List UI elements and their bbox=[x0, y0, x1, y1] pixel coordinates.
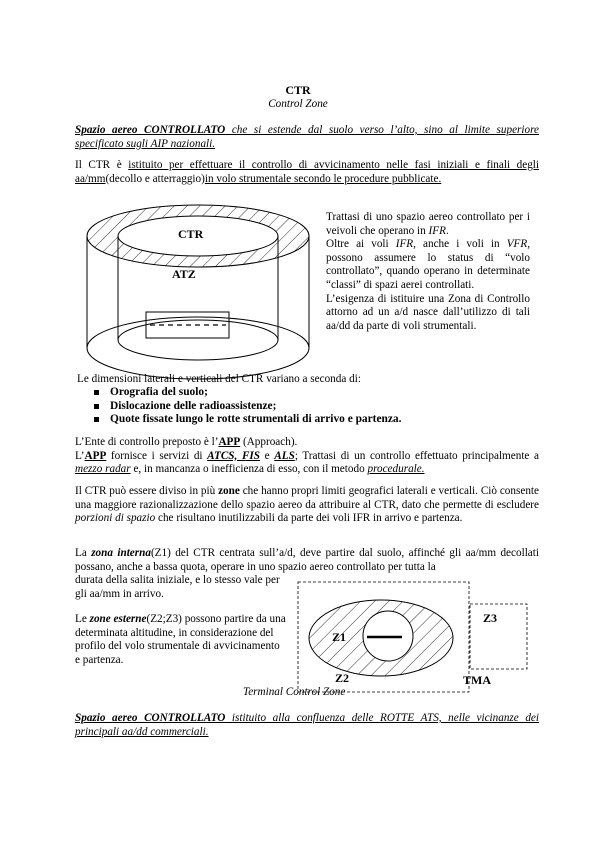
purpose-text-d: in volo strumentale secondo le procedure pubblicate. bbox=[204, 172, 442, 185]
list-item: Quote fissate lungo le rotte strumentali di arrivo e partenza. bbox=[80, 413, 540, 427]
definition-lead: Spazio aereo CONTROLLATO bbox=[75, 124, 226, 136]
tma-caption: Terminal Control Zone bbox=[243, 686, 346, 698]
z3-label: Z3 bbox=[483, 611, 498, 625]
ctr-cylinder-diagram bbox=[78, 200, 318, 390]
ente-radar: mezzo radar bbox=[75, 463, 131, 476]
zones-text-c: che hanno propri limiti geografici laterali e verticali. Ciò consente una maggiore razionalizzazione dello spazio aereo da attribuire al CTR, dato che permette di escludere bbox=[75, 485, 539, 511]
ente-als: ALS bbox=[274, 449, 295, 462]
ente-text-f: fornisce i servizi di bbox=[106, 449, 208, 462]
ctr-label: CTR bbox=[178, 227, 204, 241]
zones-text-a: Il CTR può essere diviso in più bbox=[75, 485, 219, 497]
z3-box bbox=[470, 604, 527, 669]
purpose-text-b: istituito per effettuare il controllo di avvicinamento nelle fasi iniziali e finali degli aa/mm bbox=[75, 159, 540, 185]
ente-procedural: procedurale. bbox=[367, 463, 425, 476]
dimensions-list bbox=[80, 386, 540, 427]
z1-label: Z1 bbox=[332, 630, 347, 644]
inner-cylinder-base bbox=[118, 320, 278, 360]
ente-text-a: L’Ente di controllo preposto è l’ bbox=[75, 436, 219, 448]
tma-label: TMA bbox=[463, 673, 491, 687]
definition-paragraph bbox=[75, 124, 539, 151]
atz-label: ATZ bbox=[172, 267, 196, 281]
zones-text-e: che risultano inutilizzabili da parte dei voli IFR in arrivo e partenza. bbox=[155, 512, 463, 525]
side-text-1c: . bbox=[445, 224, 449, 237]
final-lead: Spazio aereo CONTROLLATO bbox=[75, 712, 226, 724]
ente-app-2: APP bbox=[84, 449, 107, 462]
side-text-2e: possono assumere lo status di “volo controllato”, quando operano in determinate “classi” di spazi aerei controllati. bbox=[326, 251, 530, 291]
page-title: CTR bbox=[285, 83, 311, 97]
purpose-paragraph bbox=[75, 159, 539, 186]
inner-zone-paragraph-head bbox=[75, 547, 539, 574]
side-text-2a: Oltre ai voli bbox=[326, 238, 396, 251]
ente-text-h: e bbox=[260, 449, 275, 462]
outer-zones-term: zone esterne bbox=[89, 613, 147, 625]
ente-text-d: L’ bbox=[75, 449, 85, 462]
ente-text-c: (Approach). bbox=[240, 436, 298, 448]
outer-cylinder-base bbox=[87, 317, 309, 379]
list-item: Orografia del suolo; bbox=[80, 386, 540, 400]
side-text-2c: anche i voli in bbox=[415, 238, 507, 251]
inner-zone-text-a: La bbox=[75, 547, 92, 559]
side-text-2d: VFR, bbox=[506, 238, 530, 251]
list-item: Dislocazione delle radioassistenze; bbox=[80, 400, 540, 414]
purpose-text-a: Il CTR è bbox=[75, 159, 129, 171]
definition-rest: che si estende dal suolo verso l’alto, sino al limite superiore specificato sugli AIP nazionali. bbox=[75, 124, 539, 150]
ente-services: ATCS, FIS bbox=[207, 449, 261, 462]
final-definition bbox=[75, 712, 539, 739]
ente-text-l: e, in mancanza o inefficienza di esso, con il metodo bbox=[130, 463, 368, 476]
side-text-3: L’esigenza di istituire una Zona di Controllo attorno ad un a/d nasce dall’utilizzo di tali aa/dd da parte di voli strumentali. bbox=[326, 292, 530, 332]
side-text-2b: IFR, bbox=[395, 238, 416, 251]
dimensions-intro: Le dimensioni laterali e verticali del CTR variano a seconda di: bbox=[77, 373, 361, 385]
zones-text-b: zone bbox=[218, 485, 240, 497]
zones-text-d: porzioni di spazio bbox=[75, 512, 156, 525]
ente-text-j: ; Trattasi di un controllo effettuato principalmente a bbox=[294, 449, 540, 462]
inner-zone-term: zona interna bbox=[91, 547, 151, 559]
page-subtitle: Control Zone bbox=[268, 98, 328, 110]
ente-app-1: APP bbox=[218, 436, 241, 448]
side-text-1a: Trattasi di uno spazio aereo controllato per i veivoli che operano in bbox=[326, 211, 530, 237]
final-rest: istituito alla confluenza delle ROTTE ATS, nelle vicinanze dei principali aa/dd commerciali. bbox=[75, 712, 539, 738]
control-unit-paragraph bbox=[75, 436, 539, 477]
inner-zone-paragraph-tail: durata della salita iniziale, e lo stesso vale per gli aa/mm in arrivo. bbox=[75, 574, 280, 600]
inner-zone-text-c: (Z1) del CTR centrata sull’a/d, deve partire dal suolo, affinché gli aa/mm decollati possano, anche a bassa quota, operare in uno spazio aereo controllato per tutta la bbox=[75, 547, 539, 573]
side-text-1b: IFR bbox=[428, 224, 446, 237]
zones-paragraph bbox=[75, 485, 539, 526]
outer-zones-text-c: (Z2;Z3) possono partire da una determinata altitudine, in considerazione del profilo del volo strumentale di avvicinamento e partenza. bbox=[75, 613, 286, 666]
outer-zones-text-a: Le bbox=[75, 613, 90, 625]
side-description bbox=[326, 211, 530, 333]
purpose-text-c: (decollo e atterraggio) bbox=[105, 172, 205, 185]
z2-label: Z2 bbox=[335, 671, 350, 685]
